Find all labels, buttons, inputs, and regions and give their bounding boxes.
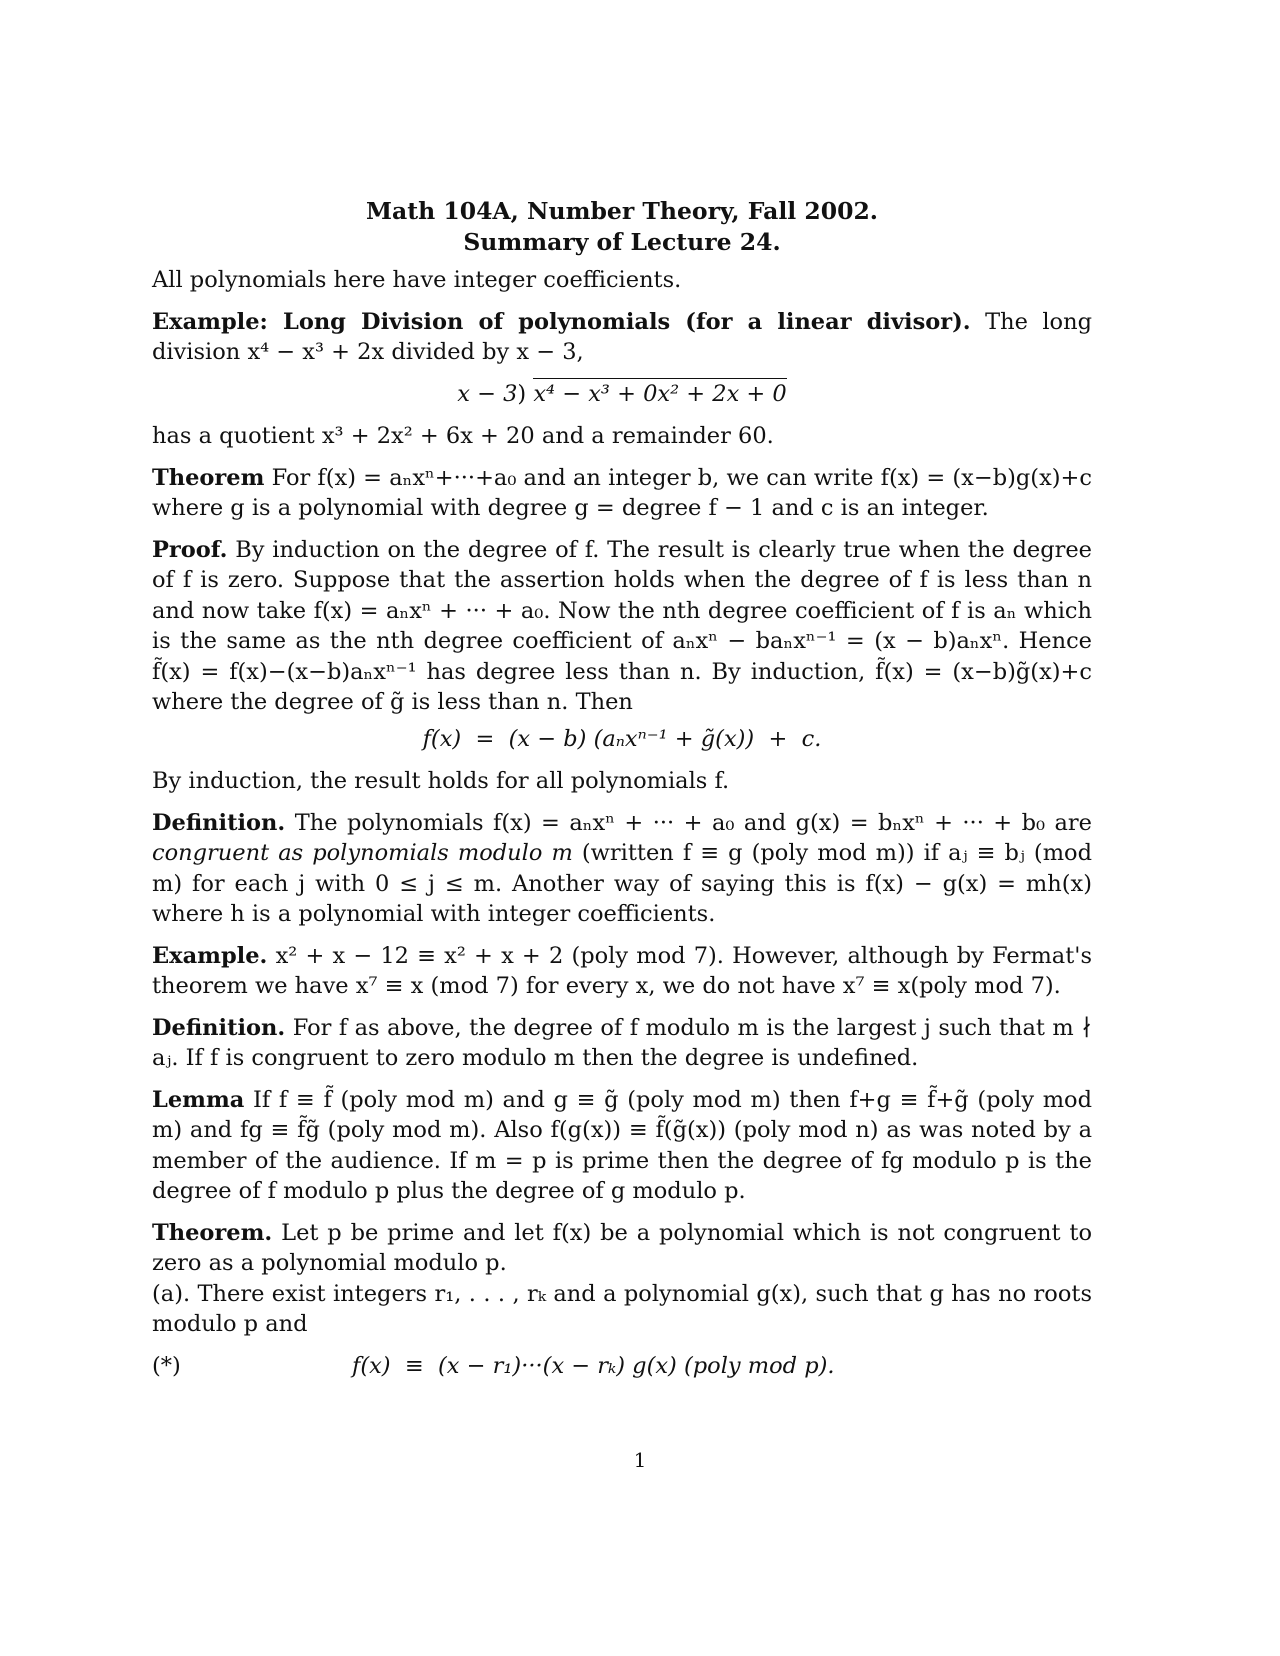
definition-text-b: (written f ≡ g (poly mod m)) if aⱼ ≡ bⱼ (mod m) for each j with 0 ≤ j ≤ m. Another way of saying this is f(x) − g(x) = mh(x) where h is a polynomial with integer coefficients. bbox=[152, 840, 1092, 927]
theorem-heading: Theorem bbox=[152, 464, 265, 491]
long-division-dividend: x⁴ − x³ + 0x² + 2x + 0 bbox=[533, 378, 786, 407]
lemma-heading: Lemma bbox=[152, 1086, 245, 1113]
lemma-text: If f ≡ f̃ (poly mod m) and g ≡ g̃ (poly mod m) then f+g ≡ f̃+g̃ (poly mod m) and fg ≡ f̃g̃ (poly mod m). Also f(g(x)) ≡ f̃(g̃(x)) (poly mod n) as was noted by a member of the audience. If m = p is prime then the degree of fg modulo p is the degree of f modulo p plus the degree of g modulo p. bbox=[152, 1086, 1092, 1204]
equation-tag: (*) bbox=[152, 1352, 181, 1379]
definition-text-a: The polynomials f(x) = aₙxⁿ + ··· + a₀ and g(x) = bₙxⁿ + ··· + b₀ are bbox=[294, 809, 1092, 836]
example-long-division bbox=[152, 307, 1092, 368]
definition-heading: Definition. bbox=[152, 809, 286, 836]
definition2-text: For f as above, the degree of f modulo m is the largest j such that m ∤ aⱼ. If f is congruent to zero modulo m then the degree is undefined. bbox=[152, 1014, 1092, 1071]
example2-heading: Example. bbox=[152, 942, 268, 969]
example-text: The long division x⁴ − x³ + 2x divided by x − 3, bbox=[152, 308, 1092, 365]
theorem2-part-a: (a). There exist integers r₁, . . . , rₖ and a polynomial g(x), such that g has no roots modulo p and bbox=[152, 1280, 1092, 1337]
theorem-text: For f(x) = aₙxⁿ+···+a₀ and an integer b, we can write f(x) = (x−b)g(x)+c where g is a polynomial with degree g = degree f − 1 and c is an integer. bbox=[152, 464, 1092, 521]
theorem2-text: Let p be prime and let f(x) be a polynomial which is not congruent to zero as a polynomial modulo p. bbox=[152, 1219, 1093, 1276]
lemma-paragraph bbox=[152, 1085, 1092, 1207]
proof-heading: Proof. bbox=[152, 536, 228, 563]
quotient-paragraph: has a quotient x³ + 2x² + 6x + 20 and a remainder 60. bbox=[152, 423, 774, 449]
definition2-heading: Definition. bbox=[152, 1014, 286, 1041]
theorem-roots bbox=[152, 1218, 1092, 1279]
proof-text: By induction on the degree of f. The result is clearly true when the degree of f is zero. Suppose that the assertion holds when the degree of f is less than n and now take f(x) = aₙxⁿ + ··· + a₀. Now the nth degree coefficient of f is aₙ which is the same as the nth degree coefficient of aₙxⁿ − baₙxⁿ⁻¹ = (x − b)aₙxⁿ. Hence f̃(x) = f(x)−(x−b)aₙxⁿ⁻¹ has degree less than n. By induction, f̃(x) = (x−b)g̃(x)+c where the degree of g̃ is less than n. Then bbox=[152, 536, 1092, 715]
page-number: 1 bbox=[633, 1448, 647, 1472]
proof-conclusion: By induction, the result holds for all polynomials f. bbox=[152, 768, 730, 794]
factorization-equation bbox=[152, 1351, 1092, 1382]
title-line-1: Math 104A, Number Theory, Fall 2002. bbox=[366, 197, 878, 225]
example-fermat bbox=[152, 941, 1092, 1002]
example-heading: Example: Long Division of polynomials (for a linear divisor). bbox=[152, 308, 971, 335]
long-division-bracket: ) bbox=[517, 380, 527, 407]
factorization-display: f(x) ≡ (x − r₁)···(x − rₖ) g(x) (poly mod p). bbox=[352, 1352, 835, 1379]
definition-congruent bbox=[152, 808, 1092, 930]
long-division-divisor: x − 3 bbox=[457, 380, 518, 407]
intro-paragraph: All polynomials here have integer coefficients. bbox=[152, 267, 682, 293]
proof-paragraph bbox=[152, 535, 1092, 718]
theorem2-heading: Theorem. bbox=[152, 1219, 273, 1246]
long-division bbox=[457, 379, 787, 410]
example2-text: x² + x − 12 ≡ x² + x + 2 (poly mod 7). However, although by Fermat's theorem we have x⁷ ≡ x (mod 7) for every x, we do not have x⁷ ≡ x(poly mod 7). bbox=[152, 942, 1092, 999]
long-division-display bbox=[152, 379, 1092, 410]
definition-emphasis: congruent as polynomials modulo m bbox=[152, 840, 573, 866]
proof-display-equation: f(x) = (x − b) (aₙxⁿ⁻¹ + g̃(x)) + c. bbox=[422, 725, 822, 752]
document-page bbox=[152, 196, 1092, 1383]
definition-degree bbox=[152, 1013, 1092, 1074]
title-line-2: Summary of Lecture 24. bbox=[463, 227, 781, 256]
document-title bbox=[152, 196, 1092, 257]
theorem-division bbox=[152, 463, 1092, 524]
